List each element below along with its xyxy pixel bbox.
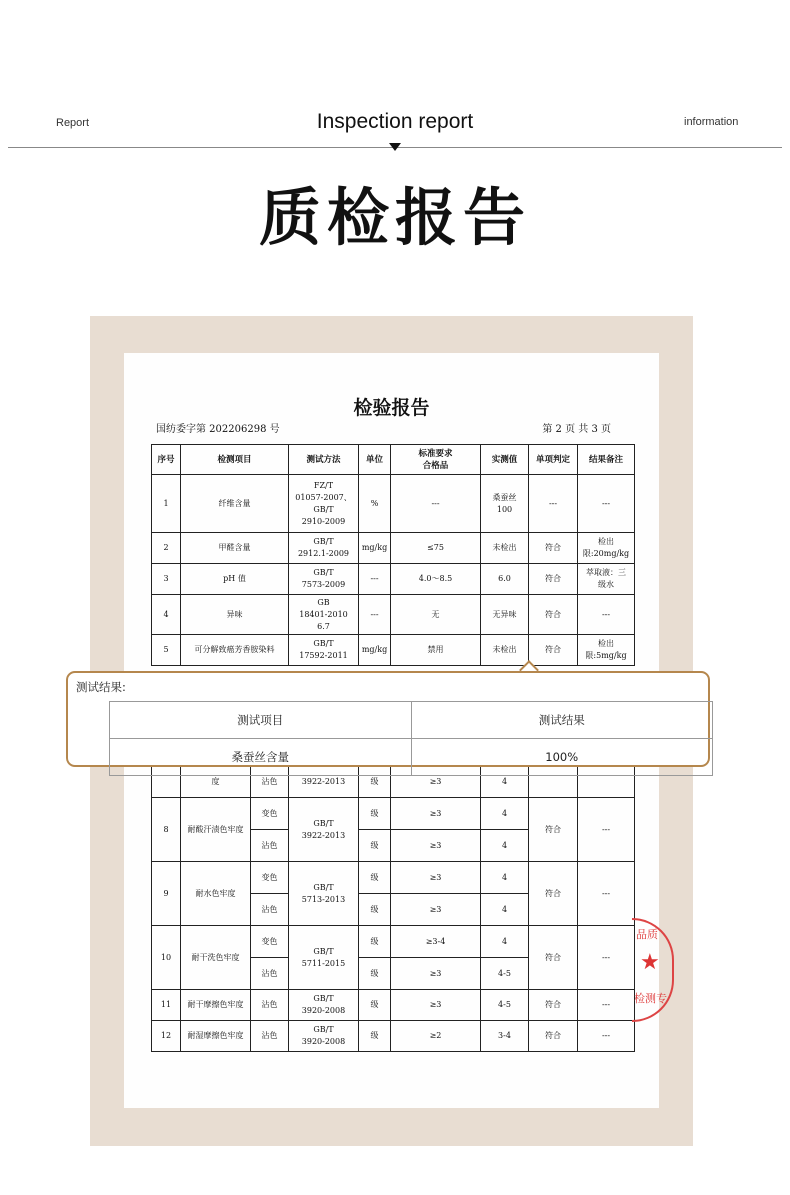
table-cell: --- — [391, 475, 481, 533]
table-cell: 符合 — [529, 926, 578, 990]
table-cell: GB/T 3920-2008 — [289, 990, 359, 1021]
column-header: 单位 — [359, 445, 391, 475]
information-label: information — [684, 116, 739, 128]
table-cell: --- — [359, 564, 391, 595]
table-cell: 4.0～8.5 — [391, 564, 481, 595]
table-cell: 变色 — [251, 798, 289, 830]
result-row — [110, 739, 713, 776]
report-table-top — [151, 444, 635, 666]
table-cell: ≥2 — [391, 1021, 481, 1052]
table-cell: 4 — [481, 926, 529, 958]
table-cell: 沾色 — [251, 767, 289, 798]
table-cell: GB/T 5711-2015 — [289, 926, 359, 990]
table-cell: 4-5 — [481, 958, 529, 990]
table-cell: ≥3 — [391, 990, 481, 1021]
table-cell: 变色 — [251, 926, 289, 958]
table-cell: ≤75 — [391, 533, 481, 564]
table-cell: mg/kg — [359, 533, 391, 564]
table-cell: 5 — [152, 635, 181, 666]
down-arrow-icon — [389, 143, 401, 151]
table-cell: --- — [359, 595, 391, 635]
column-header: 检测项目 — [181, 445, 289, 475]
table-header-row — [152, 445, 635, 475]
document-page: 第 2 页 共 3 页 — [542, 424, 611, 435]
table-cell: 4 — [481, 894, 529, 926]
table-cell: --- — [578, 595, 635, 635]
table-cell: 级 — [359, 990, 391, 1021]
result-item: 桑蚕丝含量 — [110, 739, 412, 776]
table-cell: 3 — [152, 564, 181, 595]
table-row — [152, 926, 635, 958]
table-cell: mg/kg — [359, 635, 391, 666]
table-cell: GB/T 3922-2013 — [289, 798, 359, 862]
table-cell: 10 — [152, 926, 181, 990]
page-title: 质检报告 — [258, 181, 531, 254]
table-cell: GB/T 17592-2011 — [289, 635, 359, 666]
table-cell: 符合 — [529, 1021, 578, 1052]
table-cell: 4 — [152, 595, 181, 635]
table-cell: --- — [529, 475, 578, 533]
test-result-label: 测试结果: — [76, 680, 126, 694]
table-cell: 3922-2013 — [289, 767, 359, 798]
table-cell: 沾色 — [251, 958, 289, 990]
table-cell: ≥3-4 — [391, 926, 481, 958]
table-cell: --- — [578, 926, 635, 990]
column-header: 单项判定 — [529, 445, 578, 475]
table-cell: 符合 — [529, 990, 578, 1021]
table-cell: --- — [578, 475, 635, 533]
table-cell: 2 — [152, 533, 181, 564]
table-row — [152, 862, 635, 894]
column-header: 标准要求 合格品 — [391, 445, 481, 475]
table-cell: --- — [578, 798, 635, 862]
test-result-card — [66, 671, 710, 767]
table-cell: ≥3 — [391, 862, 481, 894]
table-cell: 1 — [152, 475, 181, 533]
table-cell: 9 — [152, 862, 181, 926]
table-cell: 检出 限:5mg/kg — [578, 635, 635, 666]
table-cell: 无 — [391, 595, 481, 635]
table-cell: 符合 — [529, 798, 578, 862]
table-cell: 未检出 — [481, 533, 529, 564]
table-cell: 可分解致癌芳香胺染料 — [181, 635, 289, 666]
table-cell: 无异味 — [481, 595, 529, 635]
table-cell: --- — [578, 1021, 635, 1052]
table-cell: 8 — [152, 798, 181, 862]
table-cell: 级 — [359, 958, 391, 990]
document-number: 国纺委字第 202206298 号 — [156, 424, 280, 435]
table-cell: GB/T 2912.1-2009 — [289, 533, 359, 564]
report-label: Report — [56, 117, 90, 129]
table-cell: 检出 限:20mg/kg — [578, 533, 635, 564]
table-cell: GB/T 3920-2008 — [289, 1021, 359, 1052]
column-header: 测试方法 — [289, 445, 359, 475]
table-row — [152, 798, 635, 830]
table-cell: 级 — [359, 894, 391, 926]
table-cell: 4 — [481, 798, 529, 830]
table-cell: GB/T 5713-2013 — [289, 862, 359, 926]
table-cell: 级 — [359, 862, 391, 894]
table-cell: 3-4 — [481, 1021, 529, 1052]
inspection-report-heading: Inspection report — [316, 110, 474, 133]
result-header-value: 测试结果 — [411, 702, 713, 739]
table-cell: 沾色 — [251, 990, 289, 1021]
seal-text-top: 品质 — [636, 928, 658, 941]
table-row — [152, 475, 635, 533]
table-row — [152, 990, 635, 1021]
table-cell: 4 — [481, 767, 529, 798]
document-title: 检验报告 — [353, 397, 430, 419]
table-cell: 耐湿摩擦色牢度 — [181, 1021, 251, 1052]
table-cell: ≥3 — [391, 767, 481, 798]
column-header: 序号 — [152, 445, 181, 475]
table-cell: 12 — [152, 1021, 181, 1052]
seal-text-bottom: 检测专 — [634, 992, 667, 1005]
table-cell: pH 值 — [181, 564, 289, 595]
table-cell: 符合 — [529, 564, 578, 595]
table-cell: ≥3 — [391, 830, 481, 862]
table-cell: 耐干洗色牢度 — [181, 926, 251, 990]
table-cell: % — [359, 475, 391, 533]
star-icon: ★ — [640, 950, 660, 975]
table-cell: 耐酸汗渍色牢度 — [181, 798, 251, 862]
report-table-bottom — [151, 766, 635, 1052]
table-cell: 11 — [152, 990, 181, 1021]
table-cell: ≥3 — [391, 958, 481, 990]
table-cell: 异味 — [181, 595, 289, 635]
table-cell: 沾色 — [251, 894, 289, 926]
table-cell: GB 18401-2010 6.7 — [289, 595, 359, 635]
table-cell: 耐水色牢度 — [181, 862, 251, 926]
table-cell: 萃取液：三 级水 — [578, 564, 635, 595]
table-cell: 符合 — [529, 595, 578, 635]
table-cell: FZ/T 01057-2007、 GB/T 2910-2009 — [289, 475, 359, 533]
table-cell: 级 — [359, 767, 391, 798]
table-cell: 4 — [481, 830, 529, 862]
table-cell: ≥3 — [391, 798, 481, 830]
table-cell: 度 — [181, 767, 251, 798]
table-row — [152, 533, 635, 564]
table-cell: 沾色 — [251, 830, 289, 862]
table-cell: 级 — [359, 1021, 391, 1052]
table-cell: 符合 — [529, 862, 578, 926]
table-cell: --- — [578, 862, 635, 926]
table-cell: 6.0 — [481, 564, 529, 595]
table-cell: 4-5 — [481, 990, 529, 1021]
table-cell: 4 — [481, 862, 529, 894]
column-header: 结果备注 — [578, 445, 635, 475]
result-header-item: 测试项目 — [110, 702, 412, 739]
table-cell: 级 — [359, 830, 391, 862]
result-header-row — [110, 702, 713, 739]
table-cell: --- — [578, 990, 635, 1021]
table-cell: 桑蚕丝 100 — [481, 475, 529, 533]
table-cell: 未检出 — [481, 635, 529, 666]
table-cell: 符合 — [529, 635, 578, 666]
table-cell: 级 — [359, 926, 391, 958]
table-row — [152, 635, 635, 666]
table-cell: 级 — [359, 798, 391, 830]
table-row — [152, 564, 635, 595]
table-cell: 纤维含量 — [181, 475, 289, 533]
column-header: 实测值 — [481, 445, 529, 475]
table-cell: 符合 — [529, 533, 578, 564]
table-cell: 甲醛含量 — [181, 533, 289, 564]
table-cell: 变色 — [251, 862, 289, 894]
table-cell: 沾色 — [251, 1021, 289, 1052]
result-value: 100% — [411, 739, 713, 776]
table-cell: GB/T 7573-2009 — [289, 564, 359, 595]
table-row — [152, 1021, 635, 1052]
table-cell: 耐干摩擦色牢度 — [181, 990, 251, 1021]
table-cell: ≥3 — [391, 894, 481, 926]
test-result-table — [109, 701, 713, 776]
table-cell: 禁用 — [391, 635, 481, 666]
table-row — [152, 595, 635, 635]
